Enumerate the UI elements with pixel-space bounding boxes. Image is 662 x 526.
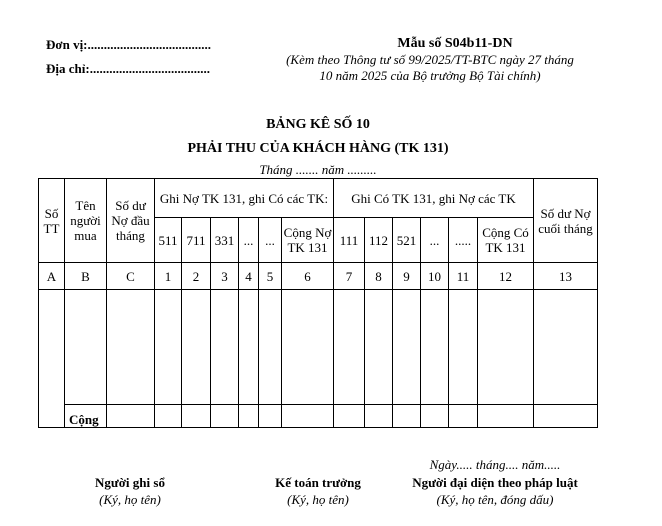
cell[interactable] <box>393 290 421 405</box>
column-code: A <box>39 263 65 290</box>
column-code: C <box>107 263 155 290</box>
signer-note: (Ký, họ tên) <box>99 492 161 507</box>
signature-legal-representative <box>395 474 595 508</box>
cell[interactable] <box>239 290 259 405</box>
header-debit-account: ... <box>259 218 282 263</box>
column-code: 3 <box>211 263 239 290</box>
header-credit-total: Cộng Có TK 131 <box>478 218 534 263</box>
total-cell[interactable] <box>365 405 393 428</box>
cell-stt[interactable] <box>39 290 65 428</box>
header-credit-account: ..... <box>449 218 478 263</box>
header-buyer: Tên người mua <box>65 179 107 263</box>
address-field: Địa chỉ:..................................... <box>46 61 210 76</box>
column-code: 13 <box>534 263 598 290</box>
header-opening-balance: Số dư Nợ đầu tháng <box>107 179 155 263</box>
column-code: 10 <box>421 263 449 290</box>
header-debit-account: 331 <box>211 218 239 263</box>
header-credit-account: 521 <box>393 218 421 263</box>
header-credit-group: Ghi Có TK 131, ghi Nợ các TK <box>334 179 534 218</box>
cell[interactable] <box>478 290 534 405</box>
total-cell[interactable] <box>211 405 239 428</box>
form-reference-line1: (Kèm theo Thông tư số 99/2025/TT-BTC ngày 27 tháng <box>286 52 574 67</box>
header-debit-account: 711 <box>182 218 211 263</box>
cell[interactable] <box>365 290 393 405</box>
total-row <box>39 405 598 428</box>
column-code: 7 <box>334 263 365 290</box>
total-cell[interactable] <box>182 405 211 428</box>
total-cell[interactable] <box>421 405 449 428</box>
signature-chief-accountant <box>248 474 388 508</box>
header-debit-account: ... <box>239 218 259 263</box>
header-debit-group: Ghi Nợ TK 131, ghi Có các TK: <box>155 179 334 218</box>
total-cell[interactable] <box>155 405 182 428</box>
total-cell[interactable] <box>107 405 155 428</box>
form-reference-line2: 10 năm 2025 của Bộ trưởng Bộ Tài chính) <box>319 68 541 83</box>
total-cell[interactable] <box>282 405 334 428</box>
header-closing-balance: Số dư Nợ cuối tháng <box>534 179 598 263</box>
header-credit-account: ... <box>421 218 449 263</box>
total-cell[interactable] <box>259 405 282 428</box>
cell-closing[interactable] <box>534 290 598 405</box>
total-cell[interactable] <box>239 405 259 428</box>
unit-field: Đơn vị:...................................... <box>46 37 212 52</box>
total-label: Cộng <box>65 405 107 428</box>
cell[interactable] <box>421 290 449 405</box>
total-cell[interactable] <box>334 405 365 428</box>
header-debit-account: 511 <box>155 218 182 263</box>
cell-opening[interactable] <box>107 290 155 405</box>
cell[interactable] <box>211 290 239 405</box>
total-cell[interactable] <box>449 405 478 428</box>
signature-date: Ngày..... tháng.... năm..... <box>429 457 561 472</box>
column-code: 12 <box>478 263 534 290</box>
form-code: Mẫu số S04b11-DN <box>397 36 513 51</box>
column-code-row <box>39 263 598 290</box>
cell[interactable] <box>334 290 365 405</box>
column-code: 5 <box>259 263 282 290</box>
header-stt: Số TT <box>39 179 65 263</box>
column-code: 4 <box>239 263 259 290</box>
column-code: 1 <box>155 263 182 290</box>
column-code: 6 <box>282 263 334 290</box>
signer-note: (Ký, họ tên, đóng dấu) <box>436 492 554 507</box>
document-subtitle: PHẢI THU CỦA KHÁCH HÀNG (TK 131) <box>187 141 449 156</box>
header-credit-account: 112 <box>365 218 393 263</box>
cell[interactable] <box>182 290 211 405</box>
signer-title: Kế toán trưởng <box>275 475 361 490</box>
header-row-1 <box>39 179 598 218</box>
cell[interactable] <box>449 290 478 405</box>
header-debit-total: Cộng Nợ TK 131 <box>282 218 334 263</box>
column-code: 8 <box>365 263 393 290</box>
column-code: 2 <box>182 263 211 290</box>
signer-note: (Ký, họ tên) <box>287 492 349 507</box>
total-cell[interactable] <box>534 405 598 428</box>
cell[interactable] <box>155 290 182 405</box>
signer-title: Người đại diện theo pháp luật <box>412 475 578 490</box>
total-cell[interactable] <box>478 405 534 428</box>
column-code: 9 <box>393 263 421 290</box>
period-line: Tháng ....... năm ......... <box>259 162 377 177</box>
cell[interactable] <box>282 290 334 405</box>
header-credit-account: 111 <box>334 218 365 263</box>
ledger-table <box>38 178 598 428</box>
document-title: BẢNG KÊ SỐ 10 <box>266 117 370 132</box>
total-cell[interactable] <box>393 405 421 428</box>
column-code: B <box>65 263 107 290</box>
signature-recorder <box>60 474 200 508</box>
data-row <box>39 290 598 405</box>
signer-title: Người ghi sổ <box>95 475 165 490</box>
cell-buyer[interactable] <box>65 290 107 405</box>
column-code: 11 <box>449 263 478 290</box>
cell[interactable] <box>259 290 282 405</box>
